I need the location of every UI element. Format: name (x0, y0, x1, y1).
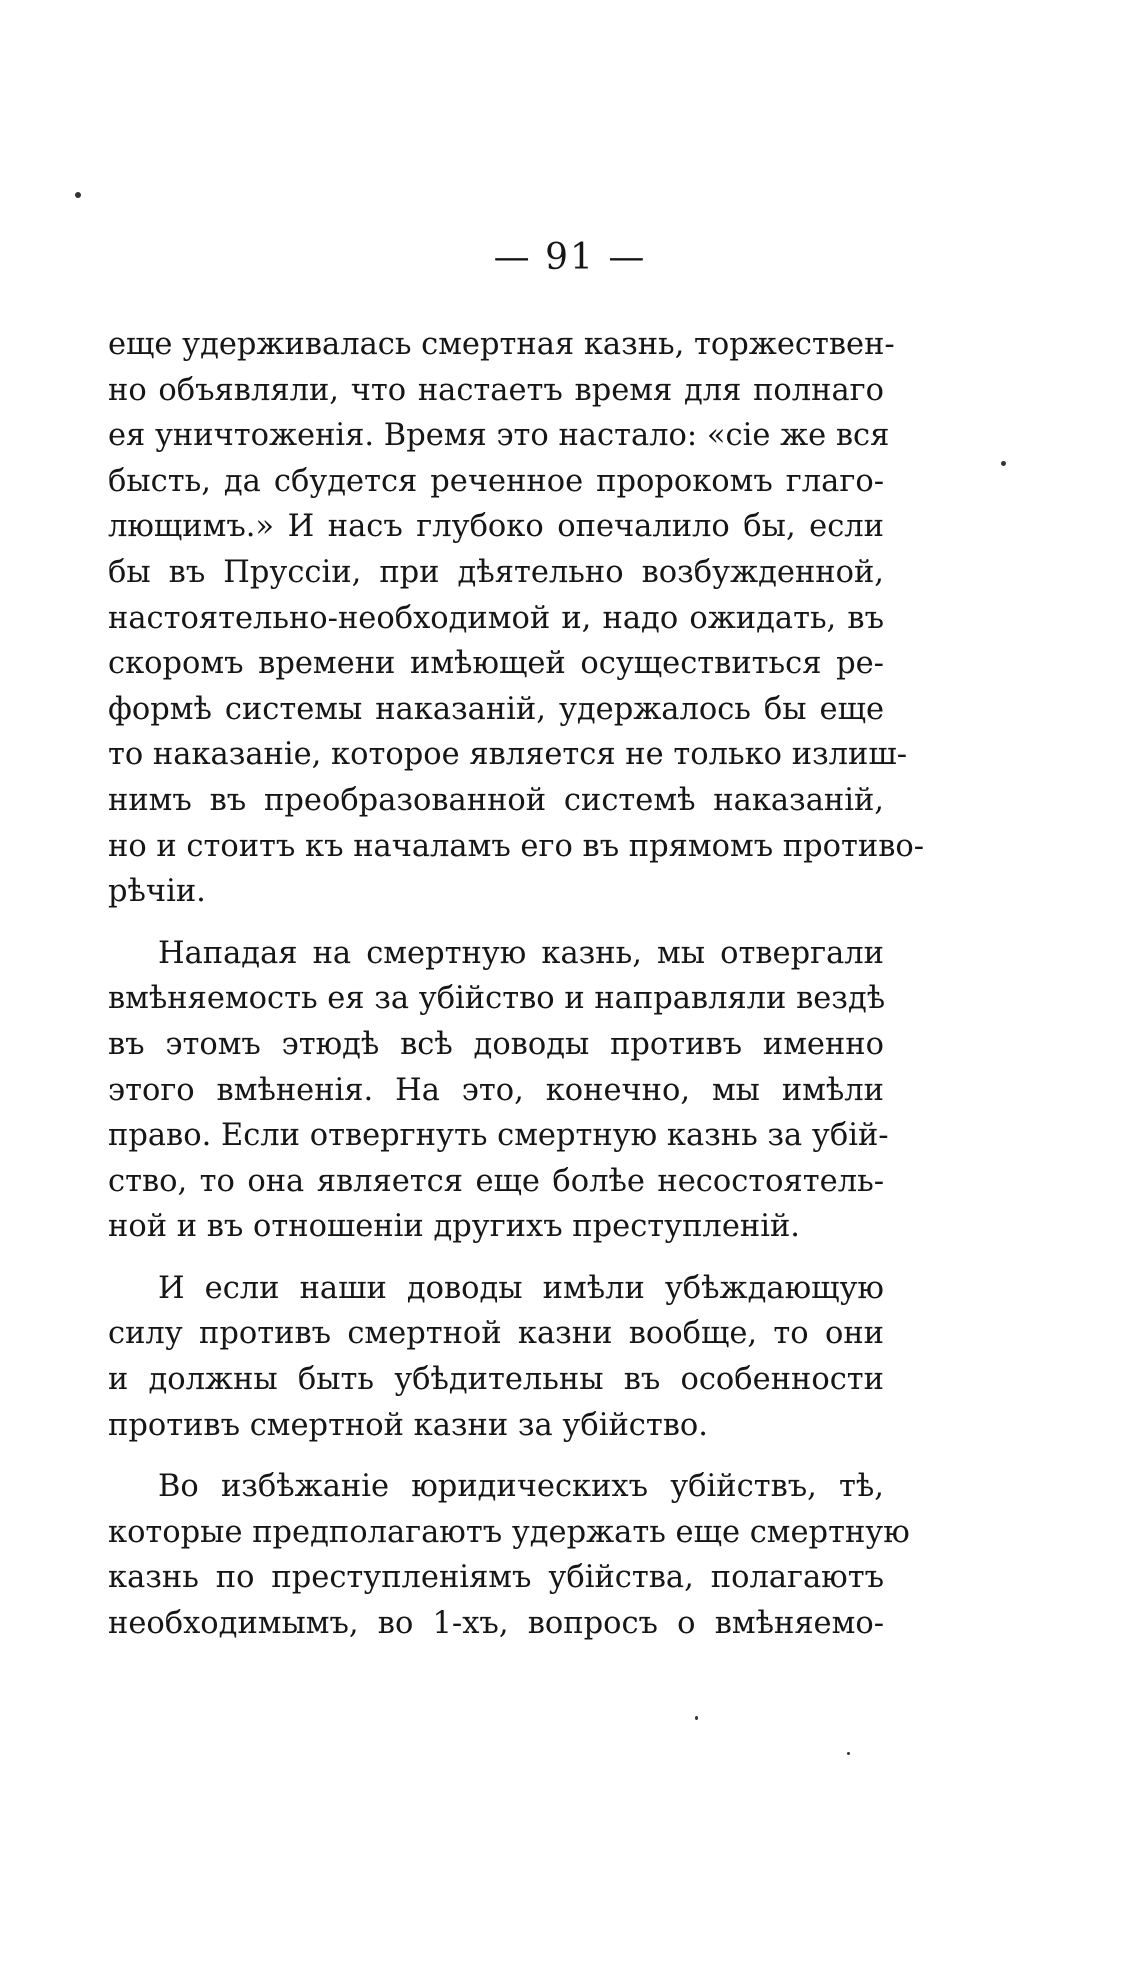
page-number: — 91 — (493, 237, 647, 278)
text-line: этого вмѣненія. На это, конечно, мы имѣли (108, 1072, 884, 1108)
body-text (108, 322, 925, 1647)
text-line: силу противъ смертной казни вообще, то они (108, 1316, 884, 1352)
paragraph-2 (108, 931, 889, 1250)
text-line: Нападая на смертную казнь, мы отвергали (158, 935, 884, 971)
paragraph-1 (108, 322, 925, 915)
text-line: необходимымъ, во 1-хъ, вопросъ о вмѣняемо- (108, 1606, 884, 1642)
text-line: формѣ системы наказаній, удержалось бы еще (108, 691, 884, 727)
scan-speck (695, 1716, 698, 1720)
text-line: которые предполагаютъ удержать еще смертную (108, 1514, 910, 1550)
text-line: Во избѣжаніе юридическихъ убійствъ, тѣ, (158, 1469, 884, 1505)
scan-speck (1001, 461, 1006, 466)
text-line: вмѣняемость ея за убійство и направляли вездѣ (108, 981, 886, 1017)
text-line: рѣчіи. (108, 874, 206, 910)
text-line: скоромъ времени имѣющей осуществиться ре- (108, 646, 884, 682)
text-line: право. Если отвергнуть смертную казнь за убій- (108, 1118, 889, 1154)
text-line: но объявляли, что настаетъ время для полнаго (108, 372, 884, 408)
text-line: казнь по преступленіямъ убійства, полагаютъ (108, 1560, 884, 1596)
text-line: лющимъ.» И насъ глубоко опечалило бы, если (108, 509, 884, 545)
scan-speck (75, 192, 81, 198)
text-line: противъ смертной казни за убійство. (108, 1407, 708, 1443)
text-line: въ этомъ этюдѣ всѣ доводы противъ именно (108, 1026, 884, 1062)
text-line: ной и въ отношеніи другихъ преступленій. (108, 1209, 800, 1245)
text-line: бы въ Пруссіи, при дѣятельно возбужденной, (108, 554, 884, 590)
scan-speck (847, 1752, 850, 1755)
text-line: и должны быть убѣдительны въ особенности (108, 1362, 884, 1398)
text-line: ство, то она является еще болѣе несостоятель- (108, 1163, 884, 1199)
text-line: то наказаніе, которое является не только излиш- (108, 737, 908, 773)
text-line: бысть, да сбудется реченное пророкомъ глаго- (108, 463, 884, 499)
paragraph-3 (108, 1266, 884, 1448)
text-line: еще удерживалась смертная казнь, торжествен- (108, 327, 895, 362)
text-line: И если наши доводы имѣли убѣждающую (158, 1270, 884, 1306)
text-line: нимъ въ преобразованной системѣ наказаній, (108, 782, 884, 818)
text-line: но и стоитъ къ началамъ его въ прямомъ противо- (108, 828, 925, 864)
text-line: настоятельно-необходимой и, надо ожидать, въ (108, 600, 884, 636)
text-line: ея уничтоженія. Время это настало: «сіе же вся (108, 418, 890, 454)
paragraph-4 (108, 1464, 910, 1646)
